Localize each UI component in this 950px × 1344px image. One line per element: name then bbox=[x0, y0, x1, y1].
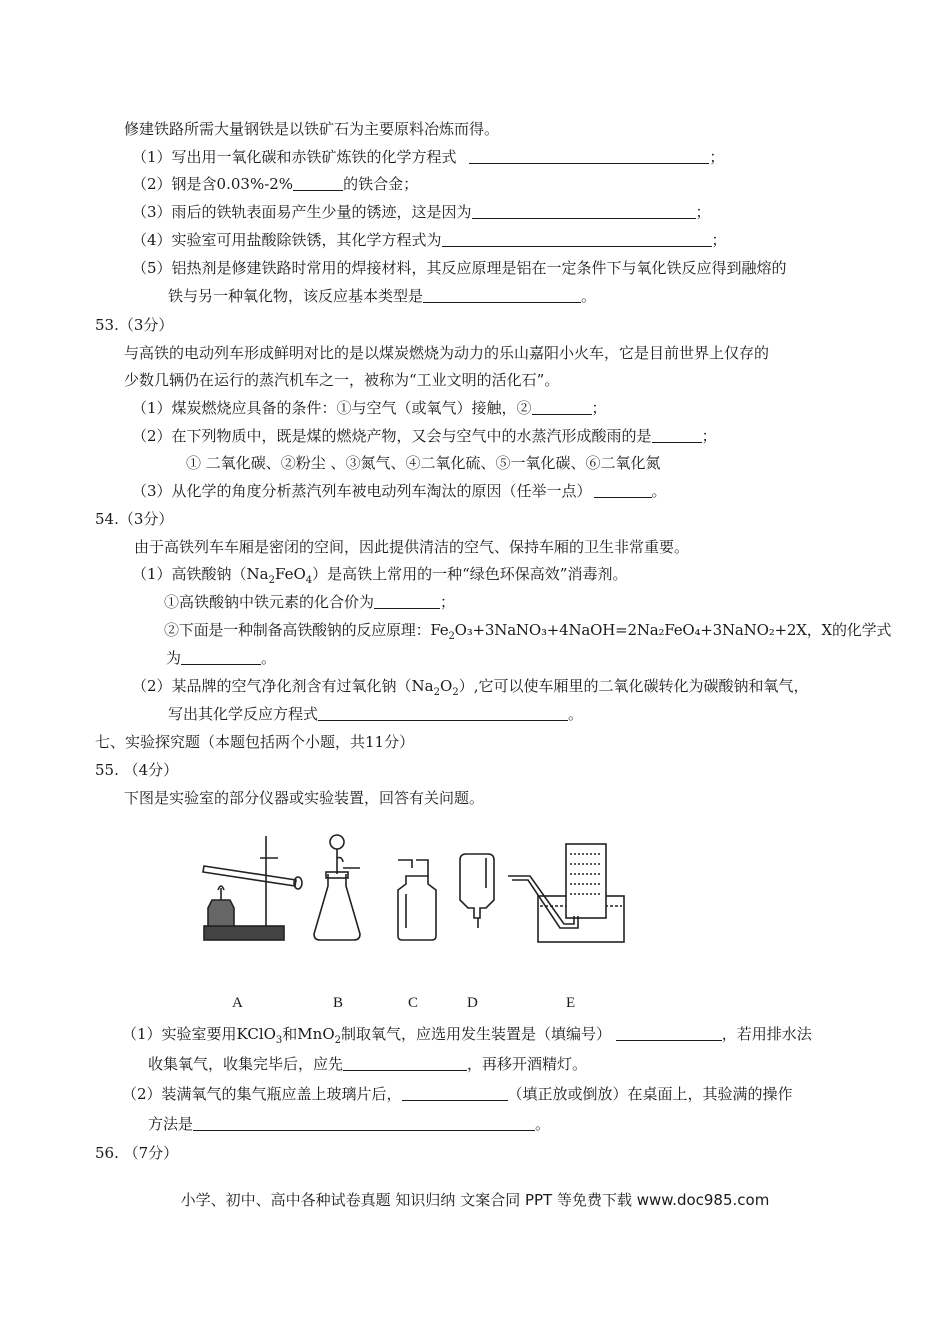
answer-blank[interactable] bbox=[532, 399, 592, 415]
question-54-1-ii-cont: 为 。 bbox=[166, 649, 277, 667]
lab-apparatus-figure bbox=[190, 828, 630, 953]
question-53-heading: 53.（3分） bbox=[95, 316, 174, 334]
question-54-paragraph: 由于高铁列车车厢是密闭的空间，因此提供清洁的空气、保持车厢的卫生非常重要。 bbox=[134, 538, 690, 556]
question-54-1: （1）高铁酸钠$(Na_2FeO_4)$是高铁上常用的一种“绿色环保高效”消毒剂。 bbox=[132, 565, 628, 586]
question-54-1-i: ①高铁酸钠中铁元素的化合价为 ； bbox=[164, 593, 456, 611]
apparatus-label-e: E bbox=[566, 995, 576, 1011]
apparatus-label-d: D bbox=[467, 995, 478, 1011]
intro-text: 修建铁路所需大量钢铁是以铁矿石为主要原料冶炼而得。 bbox=[124, 120, 500, 138]
question-55-2-cont: 方法是 。 bbox=[148, 1115, 551, 1133]
question-56-heading: 56. （7分） bbox=[95, 1144, 179, 1162]
question-54-2: （2）某品牌的空气净化剂含有过氧化钠$(Na_2O_2)$,它可以使车厢里的二氧化碳转化为碳酸钠和氧气， bbox=[132, 677, 809, 698]
answer-blank[interactable] bbox=[423, 287, 581, 303]
question-53-paragraph: 与高铁的电动列车形成鲜明对比的是以煤炭燃烧为动力的乐山嘉阳小火车，它是目前世界上仅存的 bbox=[124, 344, 770, 362]
answer-blank[interactable] bbox=[652, 427, 702, 443]
question-53-1: （1）煤炭燃烧应具备的条件：①与空气（或氧气）接触，② ； bbox=[132, 399, 607, 417]
question-52-4: （4）实验室可用盐酸除铁锈，其化学方程式为 ； bbox=[132, 231, 727, 249]
question-53-paragraph-cont: 少数几辆仍在运行的蒸汽机车之一，被称为“工业文明的活化石”。 bbox=[124, 371, 560, 389]
question-53-2: （2）在下列物质中，既是煤的燃烧产物，又会与空气中的水蒸汽形成酸雨的是 ； bbox=[132, 427, 717, 445]
answer-blank[interactable] bbox=[374, 593, 440, 609]
answer-blank[interactable] bbox=[469, 148, 709, 164]
question-55-1: （1）实验室要用KClO$_3$和MnO$_2$制取氧气，应选用发生装置是（填编号） ，若用排水法 bbox=[122, 1025, 812, 1046]
answer-blank[interactable] bbox=[293, 175, 343, 191]
question-53-3: （3）从化学的角度分析蒸汽列车被电动列车淘汰的原因（任举一点） 。 bbox=[132, 482, 667, 500]
apparatus-label-b: B bbox=[333, 995, 344, 1011]
apparatus-label-a: A bbox=[232, 995, 243, 1011]
answer-blank[interactable] bbox=[442, 231, 712, 247]
answer-blank[interactable] bbox=[472, 203, 696, 219]
question-53-2-options: ① 二氧化碳、②粉尘 、③氮气、④二氧化硫、⑤一氧化碳、⑥二氧化氮 bbox=[186, 454, 661, 472]
question-55-2: （2）装满氧气的集气瓶应盖上玻璃片后， （填正放或倒放）在桌面上，其验满的操作 bbox=[122, 1085, 793, 1103]
question-52-5-cont: 铁与另一种氧化物，该反应基本类型是 。 bbox=[168, 287, 597, 305]
question-54-2-cont: 写出其化学反应方程式 。 bbox=[168, 705, 584, 723]
answer-blank[interactable] bbox=[594, 482, 652, 498]
answer-blank[interactable] bbox=[343, 1055, 467, 1071]
section-7-heading: 七、实验探究题（本题包括两个小题，共11分） bbox=[95, 733, 415, 751]
question-52-3: （3）雨后的铁轨表面易产生少量的锈迹，这是因为 ； bbox=[132, 203, 711, 221]
question-54-heading: 54.（3分） bbox=[95, 510, 174, 528]
apparatus-label-c: C bbox=[408, 995, 419, 1011]
apparatus-c bbox=[398, 860, 436, 940]
question-55-paragraph: 下图是实验室的部分仪器或实验装置，回答有关问题。 bbox=[124, 789, 485, 807]
question-54-1-ii: ②下面是一种制备高铁酸钠的反应原理：$Fe_2O_3+3NaNO_3+4NaOH=2Na_2FeO_4+3NaNO_2+2X$，X的化学式 bbox=[164, 621, 892, 642]
apparatus-a bbox=[203, 836, 302, 940]
question-55-heading: 55. （4分） bbox=[95, 761, 179, 779]
question-52-2: （2）钢是含0.03%-2% 的铁合金； bbox=[132, 175, 419, 193]
answer-blank[interactable] bbox=[318, 705, 568, 721]
apparatus-d bbox=[460, 854, 494, 928]
page-footer: 小学、初中、高中各种试卷真题 知识归纳 文案合同 PPT 等免费下载 www.doc985.com bbox=[180, 1191, 770, 1209]
answer-blank[interactable] bbox=[181, 649, 261, 665]
question-52-1: （1）写出用一氧化碳和赤铁矿炼铁的化学方程式 ； bbox=[132, 148, 725, 166]
question-52-5: （5）铝热剂是修建铁路时常用的焊接材料，其反应原理是铝在一定条件下与氧化铁反应得到融熔的 bbox=[132, 259, 787, 277]
answer-blank[interactable] bbox=[616, 1025, 722, 1041]
apparatus-b bbox=[314, 835, 360, 940]
answer-blank[interactable] bbox=[402, 1085, 508, 1101]
apparatus-e bbox=[508, 844, 624, 942]
question-55-1-cont: 收集氧气，收集完毕后，应先 ，再移开酒精灯。 bbox=[148, 1055, 588, 1073]
answer-blank[interactable] bbox=[193, 1115, 535, 1131]
